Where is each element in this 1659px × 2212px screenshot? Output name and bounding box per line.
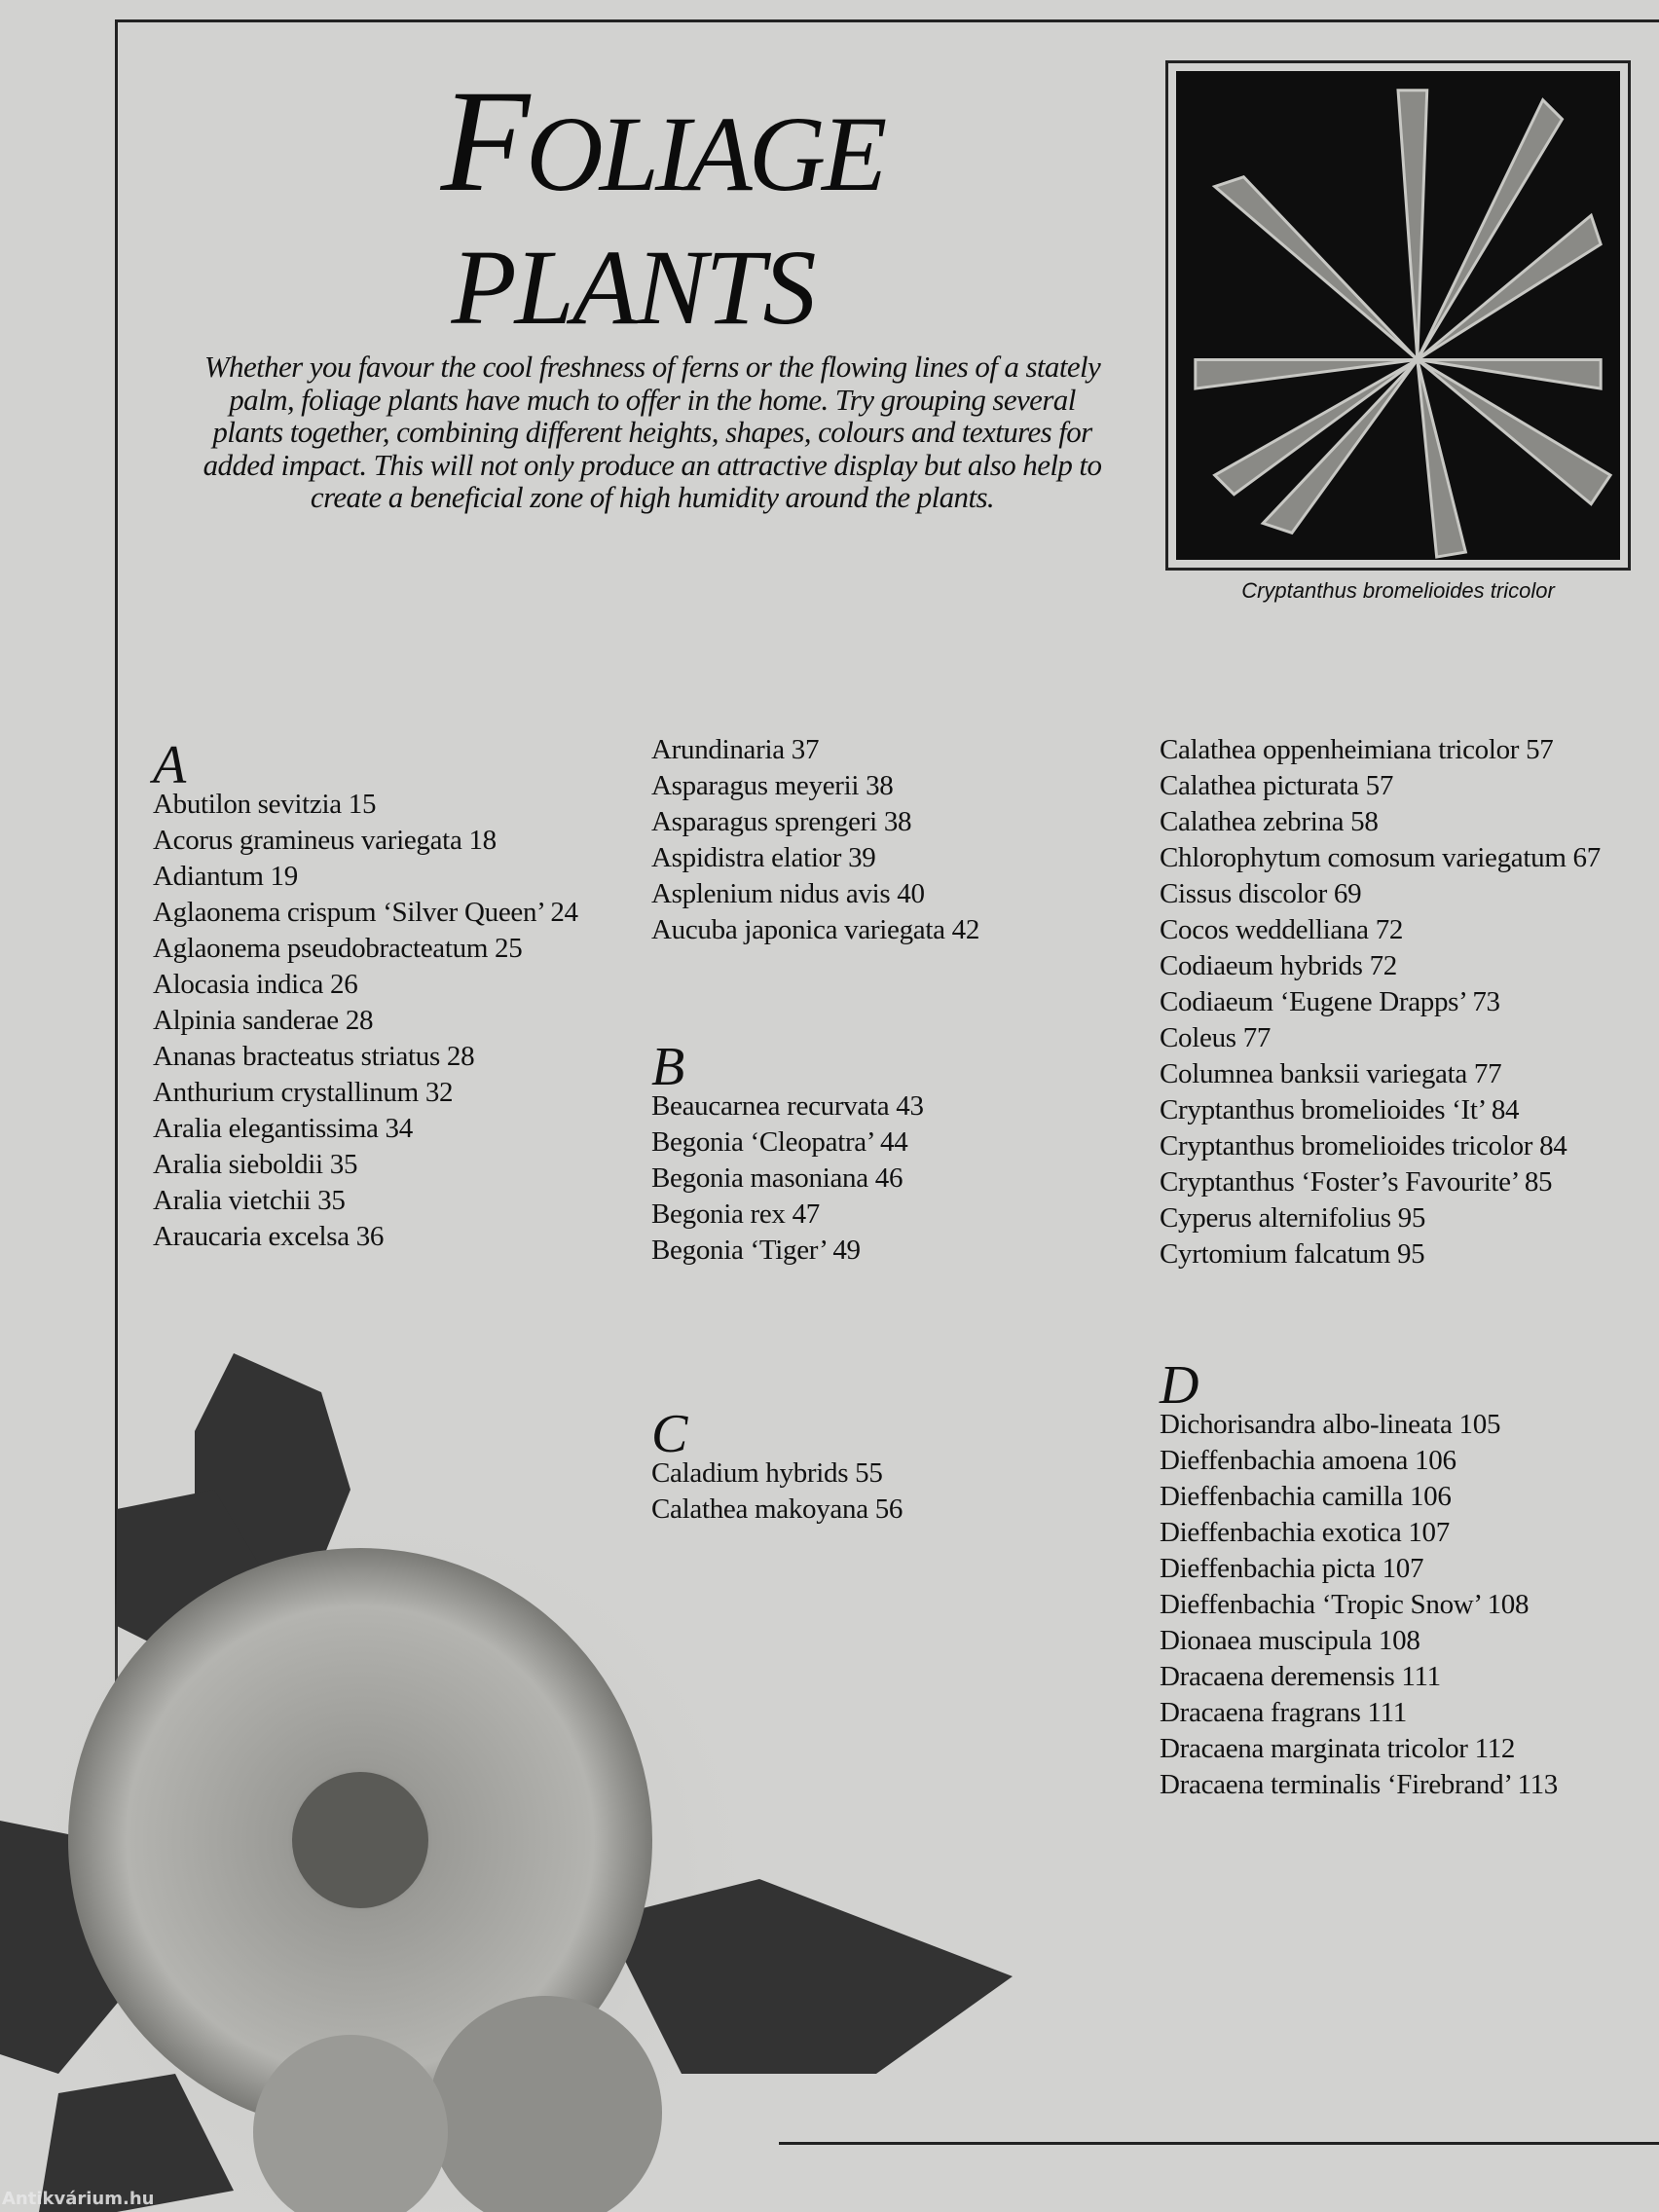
index-column-1 <box>153 735 620 1255</box>
index-entry: Codiaeum hybrids 72 <box>1160 950 1398 981</box>
index-entry: Caladium hybrids 55 <box>651 1457 883 1489</box>
bromeliad-image <box>1176 71 1620 560</box>
index-entry: Aralia sieboldii 35 <box>153 1149 358 1180</box>
index-entry: Dracaena terminalis ‘Firebrand’ 113 <box>1160 1769 1559 1800</box>
page-frame-top <box>115 19 1659 22</box>
index-entry: Begonia rex 47 <box>651 1198 820 1230</box>
index-letter-d: D <box>1160 1355 1199 1416</box>
index-entry: Coleus 77 <box>1160 1022 1272 1053</box>
index-entry: Asplenium nidus avis 40 <box>651 878 925 909</box>
index-entry: Beaucarnea recurvata 43 <box>651 1090 924 1122</box>
intro-paragraph: Whether you favour the cool freshness of ferns or the flowing lines of a stately palm, foliage plants have much to offer in the home. Try grouping several plants together, combining different heights, shapes, colours and textures for added impact. This will not only produce an attractive display but also help to create a beneficial zone of high humidity around the plants. <box>203 350 1102 514</box>
index-entry: Cocos weddelliana 72 <box>1160 914 1404 945</box>
index-entry: Begonia masoniana 46 <box>651 1162 903 1194</box>
index-entry: Dracaena fragrans 111 <box>1160 1697 1408 1728</box>
index-letter-a: A <box>153 735 186 795</box>
index-entry: Begonia ‘Tiger’ 49 <box>651 1235 861 1266</box>
index-entry: Cryptanthus bromelioides tricolor 84 <box>1160 1130 1567 1161</box>
index-entry: Abutilon sevitzia 15 <box>153 789 377 820</box>
index-entry: Cyperus alternifolius 95 <box>1160 1202 1426 1234</box>
index-entry: Aralia vietchii 35 <box>153 1185 346 1216</box>
index-entry: Ananas bracteatus striatus 28 <box>153 1041 475 1072</box>
index-entry: Chlorophytum comosum variegatum 67 <box>1160 842 1601 873</box>
index-entry: Arundinaria 37 <box>651 734 820 765</box>
index-entry: Anthurium crystallinum 32 <box>153 1077 454 1108</box>
index-entry: Asparagus sprengeri 38 <box>651 806 912 837</box>
index-entry: Aucuba japonica variegata 42 <box>651 914 980 945</box>
index-entry: Cryptanthus bromelioides ‘It’ 84 <box>1160 1094 1520 1125</box>
index-entry: Cissus discolor 69 <box>1160 878 1362 909</box>
page-title-line2: PLANTS <box>451 228 815 347</box>
index-entry: Aspidistra elatior 39 <box>651 842 876 873</box>
watermark: Antikvárium.hu <box>2 2189 155 2209</box>
index-entry: Aralia elegantissima 34 <box>153 1113 413 1144</box>
index-entry: Calathea picturata 57 <box>1160 770 1394 801</box>
index-entry: Aglaonema crispum ‘Silver Queen’ 24 <box>153 897 578 928</box>
index-entry: Adiantum 19 <box>153 861 298 892</box>
index-list-c-continued <box>1160 732 1637 1272</box>
photo-caption: Cryptanthus bromelioides tricolor <box>1241 578 1555 603</box>
index-entry: Dieffenbachia exotica 107 <box>1160 1517 1450 1548</box>
index-letter-c: C <box>651 1404 688 1464</box>
index-column-3 <box>1160 732 1637 1803</box>
index-entry: Dichorisandra albo-lineata 105 <box>1160 1409 1501 1440</box>
index-entry: Dracaena marginata tricolor 112 <box>1160 1733 1516 1764</box>
cryptanthus-photo <box>1165 60 1631 571</box>
index-entry: Dracaena deremensis 111 <box>1160 1661 1441 1692</box>
index-column-2 <box>651 732 1138 1528</box>
page-title-line1 <box>321 60 1003 222</box>
index-entry: Calathea makoyana 56 <box>651 1493 903 1525</box>
index-list-c <box>651 1456 1138 1528</box>
index-entry: Asparagus meyerii 38 <box>651 770 894 801</box>
index-letter-b: B <box>651 1037 684 1097</box>
index-entry: Acorus gramineus variegata 18 <box>153 825 497 856</box>
index-list-a <box>153 787 620 1255</box>
index-entry: Cyrtomium falcatum 95 <box>1160 1238 1425 1270</box>
index-entry: Araucaria excelsa 36 <box>153 1221 385 1252</box>
index-entry: Begonia ‘Cleopatra’ 44 <box>651 1126 908 1158</box>
index-list-b <box>651 1088 1138 1269</box>
index-entry: Alocasia indica 26 <box>153 969 358 1000</box>
index-entry: Codiaeum ‘Eugene Drapps’ 73 <box>1160 986 1500 1017</box>
title-rest: OLIAGE <box>526 94 884 213</box>
title-initial: F <box>440 60 527 222</box>
index-entry: Aglaonema pseudobracteatum 25 <box>153 933 523 964</box>
index-entry: Calathea zebrina 58 <box>1160 806 1379 837</box>
index-entry: Alpinia sanderae 28 <box>153 1005 374 1036</box>
index-entry: Dieffenbachia amoena 106 <box>1160 1445 1456 1476</box>
index-entry: Columnea banksii variegata 77 <box>1160 1058 1502 1089</box>
index-list-a-continued <box>651 732 1138 948</box>
index-entry: Dieffenbachia camilla 106 <box>1160 1481 1452 1512</box>
index-entry: Dieffenbachia ‘Tropic Snow’ 108 <box>1160 1589 1530 1620</box>
index-entry: Dieffenbachia picta 107 <box>1160 1553 1424 1584</box>
index-list-d <box>1160 1407 1637 1803</box>
index-entry: Dionaea muscipula 108 <box>1160 1625 1420 1656</box>
index-entry: Calathea oppenheimiana tricolor 57 <box>1160 734 1554 765</box>
index-entry: Cryptanthus ‘Foster’s Favourite’ 85 <box>1160 1166 1553 1198</box>
